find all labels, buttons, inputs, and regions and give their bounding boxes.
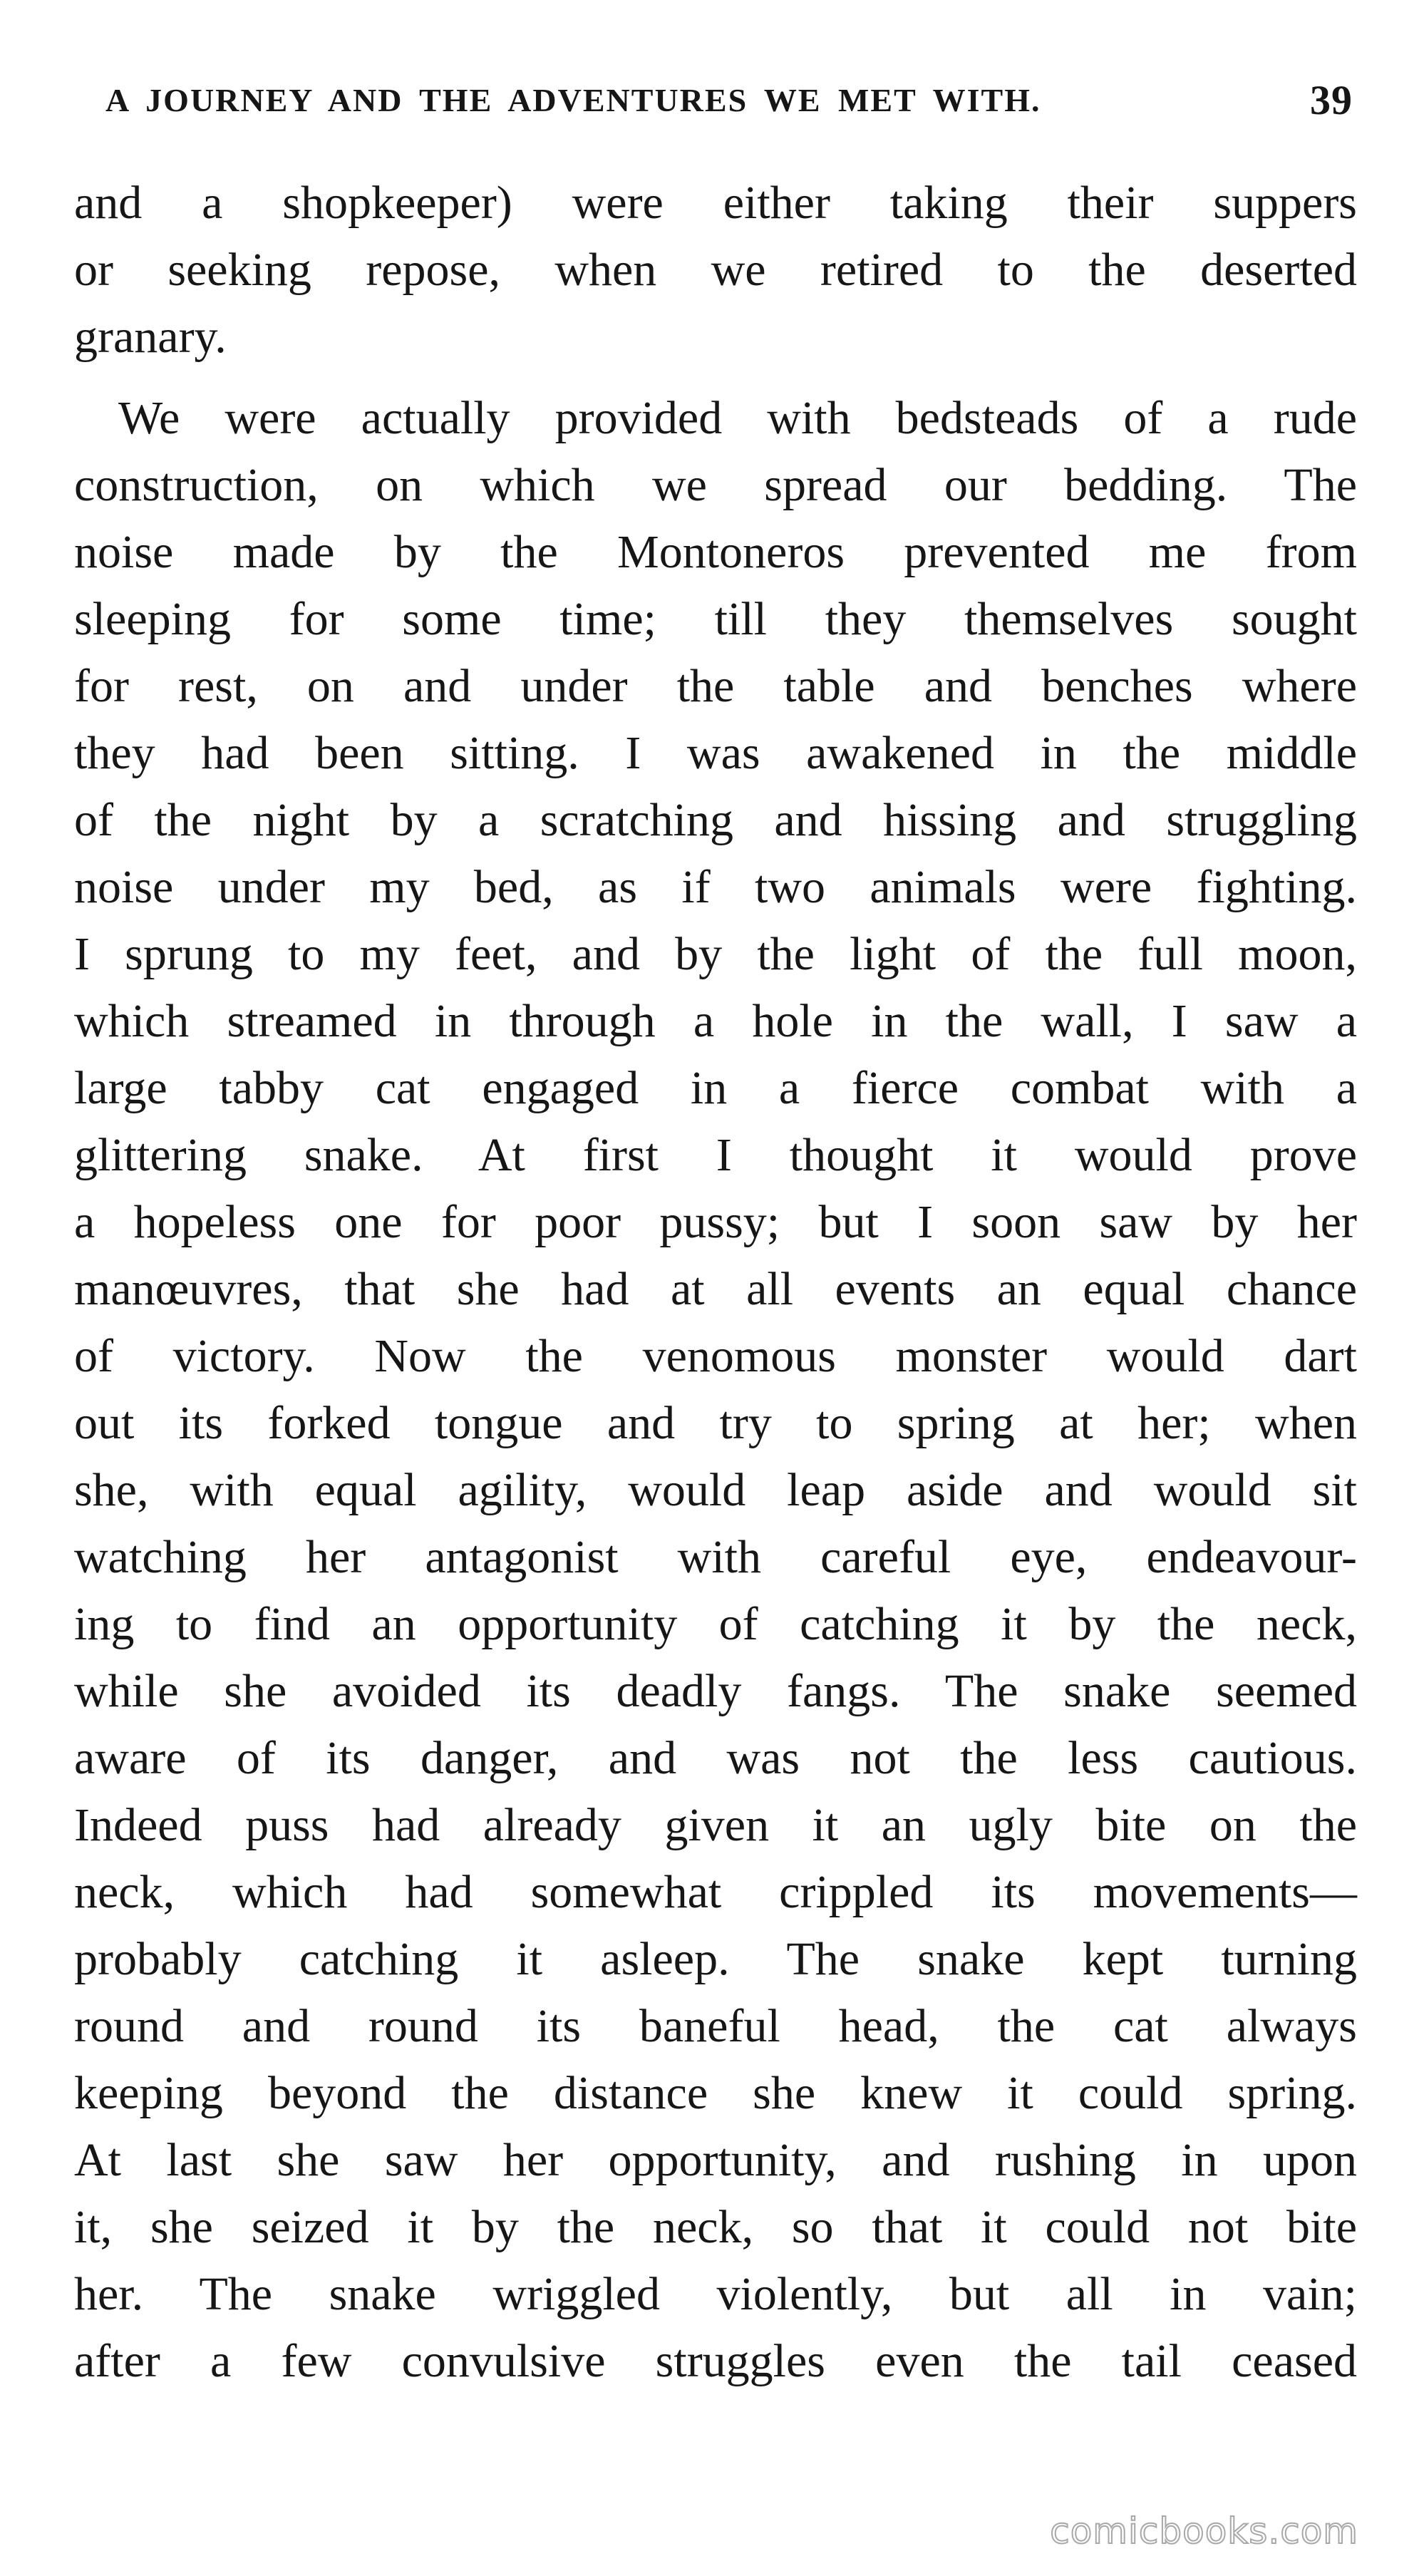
text-line: probably catching it asleep. The snake kept turning — [74, 1933, 1357, 1985]
text-line: large tabby cat engaged in a fierce combat with a — [74, 1062, 1357, 1114]
watermark: comicbooks.com — [1050, 2510, 1358, 2552]
text-line: keeping beyond the distance she knew it could spring. — [74, 2067, 1357, 2119]
text-line: round and round its baneful head, the cat always — [74, 2000, 1357, 2052]
page-number: 39 — [1310, 76, 1353, 123]
paragraph — [74, 170, 1357, 371]
text-line: glittering snake. At first I thought it would prove — [74, 1129, 1357, 1181]
text-line: for rest, on and under the table and benches where — [74, 660, 1357, 712]
text-line: ing to find an opportunity of catching it by the neck, — [74, 1598, 1357, 1650]
text-line: she, with equal agility, would leap aside and would sit — [74, 1464, 1357, 1516]
text-line: it, she seized it by the neck, so that it could not bite — [74, 2201, 1357, 2253]
running-title: A JOURNEY AND THE ADVENTURES WE MET WITH. — [105, 81, 1041, 118]
text-line: while she avoided its deadly fangs. The snake seemed — [74, 1665, 1357, 1717]
text-line: after a few convulsive struggles even the tail ceased — [74, 2335, 1357, 2387]
text-line: her. The snake wriggled violently, but all in vain; — [74, 2268, 1357, 2320]
text-line: granary. — [74, 311, 227, 363]
page-text — [74, 170, 1357, 2395]
text-line: noise under my bed, as if two animals were fighting. — [74, 861, 1357, 913]
paragraph — [74, 385, 1357, 2395]
text-line: they had been sitting. I was awakened in the middle — [74, 727, 1357, 779]
text-line: of victory. Now the venomous monster would dart — [74, 1330, 1357, 1382]
text-line: At last she saw her opportunity, and rushing in upon — [74, 2134, 1357, 2186]
running-head — [105, 71, 1353, 128]
text-line: neck, which had somewhat crippled its movements— — [74, 1866, 1357, 1918]
text-line: construction, on which we spread our bedding. The — [74, 459, 1357, 511]
text-line: Indeed puss had already given it an ugly bite on the — [74, 1799, 1357, 1851]
text-line: sleeping for some time; till they themselves sought — [74, 593, 1357, 645]
text-line: We were actually provided with bedsteads of a rude — [118, 392, 1357, 444]
text-line: and a shopkeeper) were either taking their suppers — [74, 177, 1357, 229]
text-line: which streamed in through a hole in the wall, I saw a — [74, 995, 1357, 1047]
text-line: of the night by a scratching and hissing and struggling — [74, 794, 1357, 846]
text-line: I sprung to my feet, and by the light of the full moon, — [74, 928, 1357, 980]
text-line: aware of its danger, and was not the less cautious. — [74, 1732, 1357, 1784]
text-line: or seeking repose, when we retired to the deserted — [74, 244, 1357, 296]
text-line: noise made by the Montoneros prevented me from — [74, 526, 1357, 578]
text-line: out its forked tongue and try to spring at her; when — [74, 1397, 1357, 1449]
text-line: a hopeless one for poor pussy; but I soon saw by her — [74, 1196, 1357, 1248]
text-line: manœuvres, that she had at all events an equal chance — [74, 1263, 1357, 1315]
text-line: watching her antagonist with careful eye, endeavour- — [74, 1531, 1357, 1583]
paragraph-gap — [74, 371, 1357, 385]
